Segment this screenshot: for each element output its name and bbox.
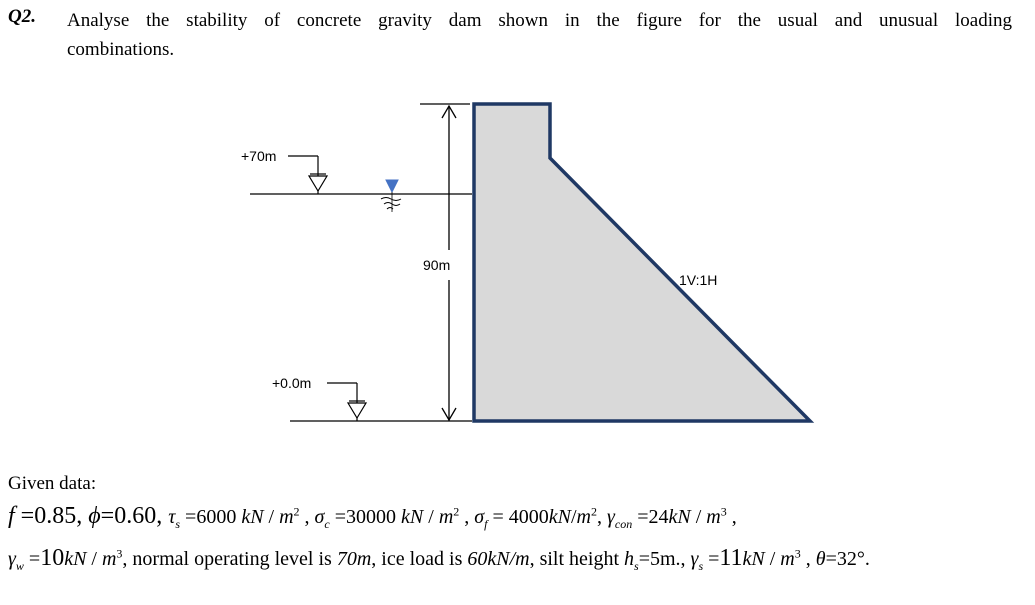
normal-level-value: 70m bbox=[336, 548, 372, 570]
given-equation-line-1: f =0.85, ϕ=0.60, $\tau_s =6000$ kN / $m^2$ , $\sigma_c =30000$ kN / $m^2$ , $\sigma_f = 4000kN/m^2$, $\gamma_{con} =24kN / m^3$ , bbox=[8, 503, 737, 531]
silt-value: =5m., bbox=[638, 548, 686, 570]
height-label: 90m bbox=[423, 257, 451, 273]
gamma-s-value: 11 bbox=[719, 545, 743, 571]
theta-value: =32°. bbox=[825, 548, 870, 570]
given-equation-line-2: $\gamma_w =10kN / m^3$, normal operating level is 70m, ice load is 60kN/m, silt height $h_s=5m$., $\gamma_s =11kN / m^3$ , θ=32°. bbox=[8, 545, 870, 573]
sigma-c-value: 30000 bbox=[346, 506, 397, 528]
gamma-w-value: 10 bbox=[40, 545, 65, 571]
question-line-1: Analyse the stability of concrete gravity dam shown in the figure for the usual and unusual loading bbox=[67, 10, 1012, 31]
silt-text: , silt height bbox=[529, 548, 625, 570]
top-level-triangle-icon bbox=[309, 176, 327, 191]
bottom-level-label: +0.0m bbox=[272, 375, 312, 391]
f-value: 0.85 bbox=[34, 503, 77, 529]
question-line-2: combinations. bbox=[67, 39, 175, 60]
water-ripple-icon bbox=[381, 198, 401, 210]
given-heading: Given data: bbox=[8, 473, 97, 494]
top-level-label: +70m bbox=[241, 148, 277, 164]
slope-label: 1V:1H bbox=[679, 272, 718, 288]
tau-s-value: 6000 bbox=[196, 506, 237, 528]
phi-value: 0.60 bbox=[114, 503, 157, 529]
normal-level-text: , normal operating level is bbox=[122, 548, 337, 570]
gamma-con-value: 24 bbox=[648, 506, 669, 528]
ice-text: , ice load is bbox=[371, 548, 468, 570]
water-level-triangle-icon bbox=[386, 180, 398, 192]
bottom-level-triangle-icon bbox=[348, 403, 366, 418]
sigma-f-value: 4000 bbox=[508, 506, 549, 528]
dam-body bbox=[474, 104, 810, 421]
ice-value: 60kN/m bbox=[467, 548, 530, 570]
question-number: Q2. bbox=[8, 6, 36, 27]
